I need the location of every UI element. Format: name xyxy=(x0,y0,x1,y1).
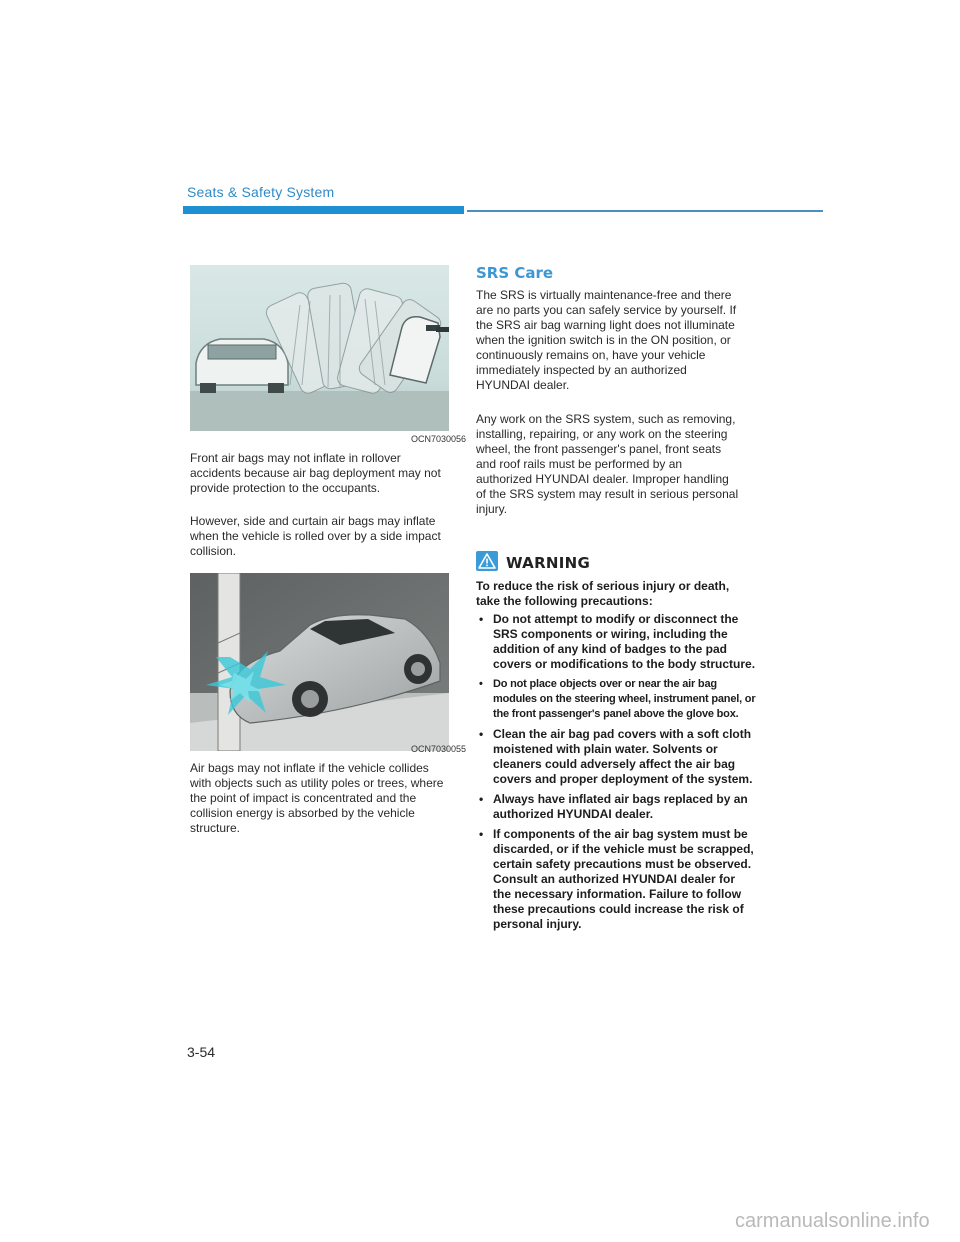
warning-item: • Always have inflated air bags replaced by an authorized HYUNDAI dealer. xyxy=(479,792,748,821)
warning-item-text: Do not place objects over or near the air bag modules on the steering wheel, instrument panel, or the front passenger's panel above the glove box. xyxy=(493,678,756,720)
side-impact-paragraph: However, side and curtain air bags may inflate when the vehicle is rolled over by a side impact collision. xyxy=(190,514,441,558)
section-title: Seats & Safety System xyxy=(187,184,335,200)
warning-header xyxy=(476,551,590,575)
header-rule-thin xyxy=(467,210,823,212)
watermark: carmanualsonline.info xyxy=(735,1210,930,1232)
figure-id-2: OCN7030055 xyxy=(411,744,467,754)
rollover-illustration-graphic xyxy=(190,265,449,431)
rollover-illustration xyxy=(190,265,449,431)
pole-collision-paragraph: Air bags may not inflate if the vehicle collides with objects such as utility poles or trees, where the point of impact is concentrated and the collision energy is absorbed by the vehicle structure. xyxy=(190,761,444,835)
warning-item-text: Clean the air bag pad covers with a soft cloth moistened with plain water. Solvents or cleaners could adversely affect the air bag covers and proper deployment of the system. xyxy=(493,727,753,786)
warning-item: • Clean the air bag pad covers with a soft cloth moistened with plain water. Solvents or cleaners could adversely affect the air bag covers and proper deployment of the system. xyxy=(479,727,753,786)
header-rule-accent xyxy=(183,206,464,214)
srs-care-heading: SRS Care xyxy=(476,264,554,282)
warning-triangle-icon xyxy=(476,551,498,575)
warning-item: • If components of the air bag system must be discarded, or if the vehicle must be scrapped, certain safety precautions must be observed. Consult an authorized HYUNDAI dealer for the necessary information. Failure to follow these precautions could increase the risk of personal injury. xyxy=(479,827,754,931)
warning-item: • Do not attempt to modify or disconnect the SRS components or wiring, including the addition of any kind of badges to the pad covers or modifications to the body structure. xyxy=(479,612,756,671)
page-number: 3-54 xyxy=(187,1044,216,1060)
srs-service-paragraph: Any work on the SRS system, such as removing, installing, repairing, or any work on the steering wheel, the front passenger's panel, front seats and roof rails must be performed by an authorized HYUNDAI dealer. Improper handling of the SRS system may result in serious personal injury. xyxy=(476,412,739,516)
warning-list xyxy=(476,612,756,937)
warning-title: WARNING xyxy=(506,554,591,572)
warning-item-text: Do not attempt to modify or disconnect the SRS components or wiring, including the addition of any kind of badges to the pad covers or modifications to the body structure. xyxy=(493,612,756,671)
figure-id-1: OCN7030056 xyxy=(411,434,467,444)
pole-collision-illustration xyxy=(190,573,449,751)
rollover-paragraph: Front air bags may not inflate in rollover accidents because air bag deployment may not provide protection to the occupants. xyxy=(190,451,441,495)
warning-item: • Do not place objects over or near the air bag modules on the steering wheel, instrument panel, or the front passenger's panel above the glove box. xyxy=(479,678,756,720)
pole-collision-illustration-graphic xyxy=(190,573,449,751)
warning-item-text: Always have inflated air bags replaced by an authorized HYUNDAI dealer. xyxy=(493,792,748,821)
srs-maintenance-paragraph: The SRS is virtually maintenance-free and there are no parts you can safely service by yourself. If the SRS air bag warning light does not illuminate when the ignition switch is in the ON position, or continuously remains on, have your vehicle immediately inspected by an authorized HYUNDAI dealer. xyxy=(476,288,737,392)
warning-item-text: If components of the air bag system must be discarded, or if the vehicle must be scrapped, certain safety precautions must be observed. Consult an authorized HYUNDAI dealer for the necessary information. Failure to follow these precautions could increase the risk of personal injury. xyxy=(493,827,754,931)
warning-lead: To reduce the risk of serious injury or death, take the following precautions: xyxy=(476,579,730,608)
